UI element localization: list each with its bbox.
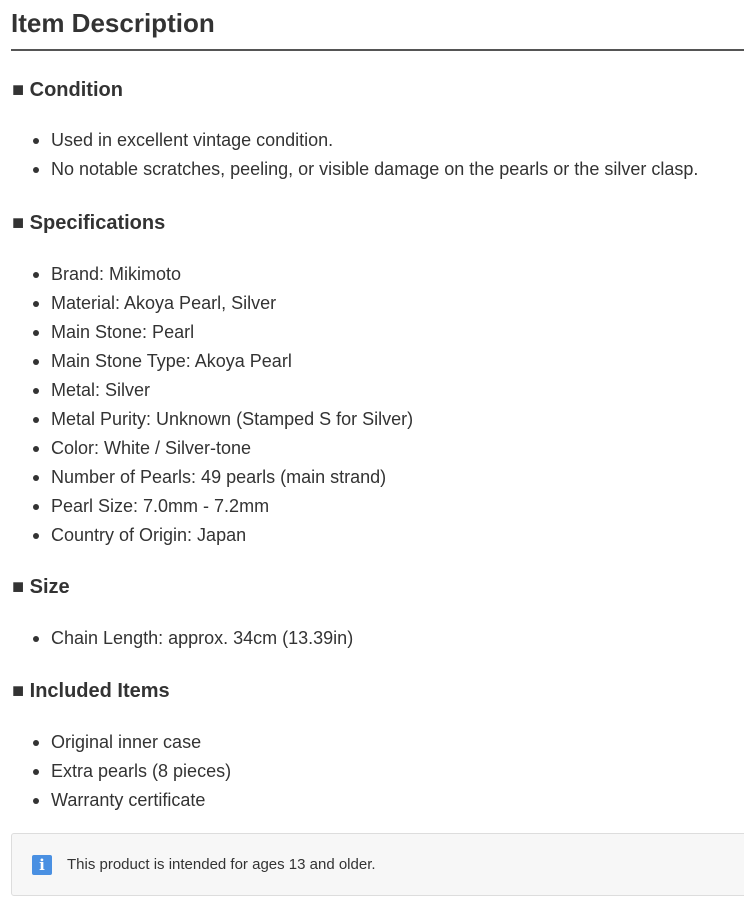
list-item-text: Original inner case [51, 732, 202, 752]
list-item [0, 155, 698, 184]
list-item [0, 126, 698, 155]
bullet-icon [33, 533, 39, 539]
list-item-text: No notable scratches, peeling, or visible damage on the pearls or the silver clasp. [51, 159, 699, 179]
list-item [0, 624, 353, 653]
list-item-text: Country of Origin: Japan [51, 525, 247, 545]
list-item-text: Number of Pearls: 49 pearls (main strand) [51, 467, 387, 487]
list-item [0, 434, 413, 463]
list-item-text: Main Stone Type: Akoya Pearl [51, 351, 292, 371]
list-item-text: Brand: Mikimoto [51, 264, 182, 284]
bullet-icon [33, 446, 39, 452]
list-item-text: Warranty certificate [51, 790, 206, 810]
bullet-icon [33, 330, 39, 336]
list-item [0, 492, 413, 521]
list-item [0, 521, 413, 550]
condition-list [0, 126, 698, 184]
info-icon: i [32, 855, 52, 875]
bullet-icon [33, 167, 39, 173]
section-heading-included-items: ■ Included Items [12, 680, 170, 702]
bullet-icon [33, 769, 39, 775]
list-item-text: Extra pearls (8 pieces) [51, 761, 232, 781]
list-item-text: Used in excellent vintage condition. [51, 130, 334, 150]
title-divider [11, 49, 744, 51]
bullet-icon [33, 798, 39, 804]
list-item-text: Main Stone: Pearl [51, 322, 195, 342]
size-list [0, 624, 353, 653]
included-items-list [0, 728, 231, 815]
section-heading-specifications: ■ Specifications [12, 212, 166, 234]
bullet-icon [33, 636, 39, 642]
bullet-icon [33, 504, 39, 510]
list-item [0, 405, 413, 434]
list-item [0, 786, 231, 815]
notice-text: This product is intended for ages 13 and older. [67, 856, 376, 873]
list-item-text: Material: Akoya Pearl, Silver [51, 293, 277, 313]
bullet-icon [33, 272, 39, 278]
page-title: Item Description [11, 8, 215, 38]
bullet-icon [33, 138, 39, 144]
list-item-text: Chain Length: approx. 34cm (13.39in) [51, 628, 354, 648]
list-item [0, 260, 413, 289]
list-item [0, 463, 413, 492]
list-item-text: Metal: Silver [51, 380, 151, 400]
bullet-icon [33, 359, 39, 365]
list-item [0, 289, 413, 318]
list-item [0, 347, 413, 376]
list-item-text: Pearl Size: 7.0mm - 7.2mm [51, 496, 270, 516]
list-item [0, 757, 231, 786]
bullet-icon [33, 388, 39, 394]
list-item [0, 376, 413, 405]
bullet-icon [33, 417, 39, 423]
bullet-icon [33, 301, 39, 307]
bullet-icon [33, 740, 39, 746]
specifications-list [0, 260, 413, 550]
age-notice-box [11, 833, 744, 896]
list-item-text: Color: White / Silver-tone [51, 438, 252, 458]
section-heading-size: ■ Size [12, 576, 70, 598]
bullet-icon [33, 475, 39, 481]
section-heading-condition: ■ Condition [12, 79, 123, 101]
list-item-text: Metal Purity: Unknown (Stamped S for Silver) [51, 409, 414, 429]
list-item [0, 728, 231, 757]
list-item [0, 318, 413, 347]
